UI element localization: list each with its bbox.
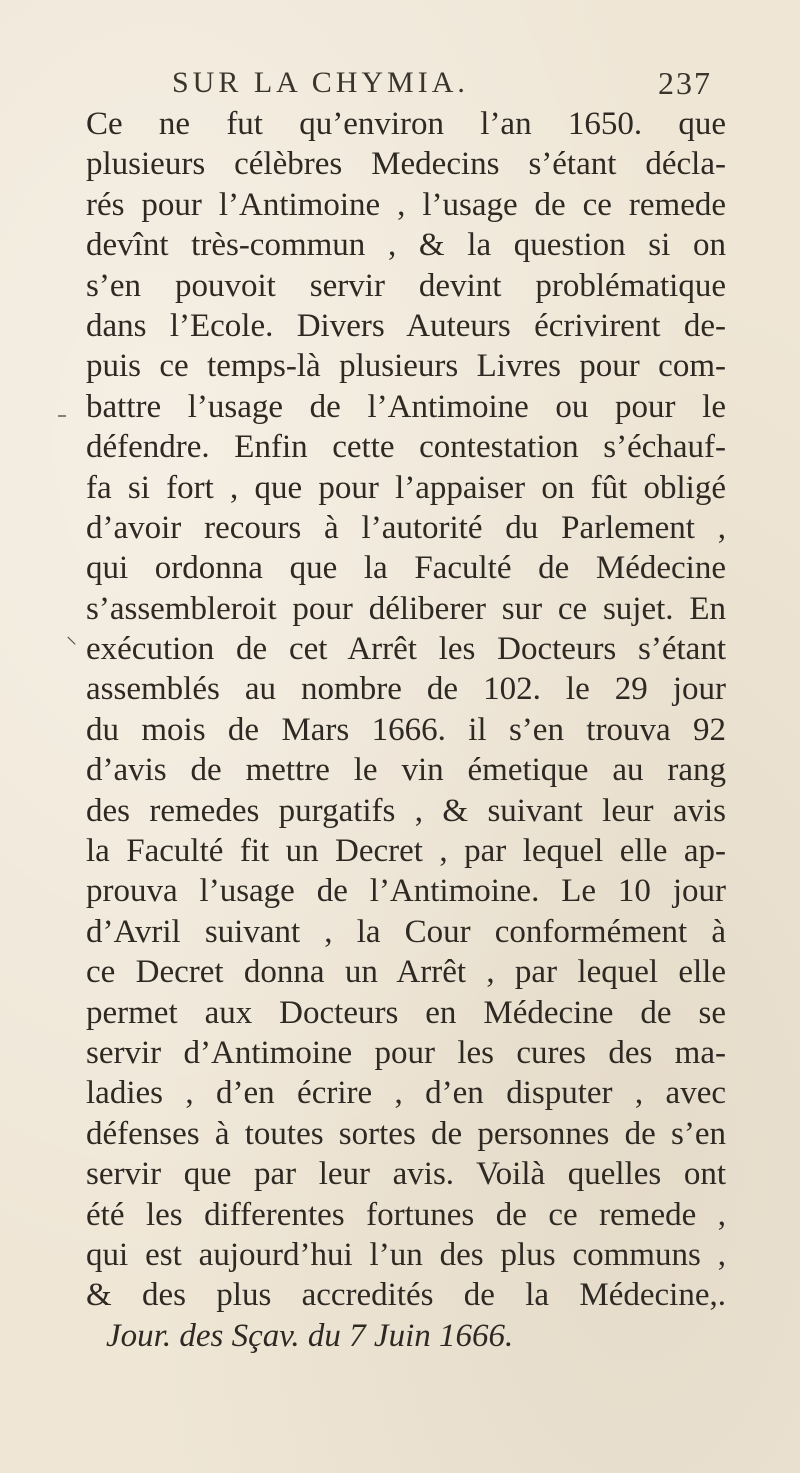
text-line: rés pour l’Antimoine , l’usage de ce remede <box>86 186 726 223</box>
text-line: permet aux Docteurs en Médecine de se <box>86 994 726 1031</box>
text-line: du mois de Mars 1666. il s’en trouva 92 <box>86 711 726 748</box>
text-line: exécution de cet Arrêt les Docteurs s’étant <box>86 631 726 668</box>
text-line: Ce ne fut qu’environ l’an 1650. que <box>86 106 726 142</box>
text-line: devînt très-commun , & la question si on <box>86 227 726 264</box>
text-line: assemblés au nombre de 102. le 29 jour <box>86 671 726 708</box>
text-line: d’avoir recours à l’autorité du Parlement , <box>86 509 726 546</box>
body-text <box>86 104 726 1356</box>
text-line: fa si fort , que pour l’appaiser on fût obligé <box>86 469 726 506</box>
text-line: s’en pouvoit servir devint problématique <box>86 267 726 304</box>
text-line: défendre. Enfin cette contestation s’échauf- <box>86 429 726 466</box>
text-line: servir que par leur avis. Voilà quelles ont <box>86 1156 726 1193</box>
text-line: puis ce temps-là plusieurs Livres pour com- <box>86 348 726 385</box>
text-line: d’Avril suivant , la Cour conformément à <box>86 913 726 950</box>
page-header <box>172 60 712 106</box>
text-line: défenses à toutes sortes de personnes de s’en <box>86 1115 726 1152</box>
text-line: servir d’Antimoine pour les cures des ma- <box>86 1034 726 1071</box>
text-line: la Faculté fit un Decret , par lequel elle ap- <box>86 833 726 870</box>
source-citation: Jour. des Sçav. du 7 Juin 1666. <box>106 1317 514 1354</box>
running-head: SUR LA CHYMIA. <box>172 66 469 99</box>
text-line: qui est aujourd’hui l’un des plus communs , <box>86 1236 726 1273</box>
text-line: ladies , d’en écrire , d’en disputer , avec <box>86 1075 726 1112</box>
text-line: s’assembleroit pour déliberer sur ce sujet. En <box>86 590 726 627</box>
text-line: plusieurs célèbres Medecins s’étant décla- <box>86 146 726 183</box>
text-line: été les differentes fortunes de ce remede , <box>86 1196 726 1233</box>
text-line: ce Decret donna un Arrêt , par lequel elle <box>86 954 726 991</box>
text-line: & des plus accredités de la Médecine,. <box>86 1277 726 1314</box>
text-line: battre l’usage de l’Antimoine ou pour le <box>86 388 726 425</box>
page-number: 237 <box>658 64 712 101</box>
margin-check-mark: ⸜ <box>66 624 78 649</box>
text-line: qui ordonna que la Faculté de Médecine <box>86 550 726 587</box>
margin-tick-mark <box>58 415 66 417</box>
text-line: dans l’Ecole. Divers Auteurs écrivirent de- <box>86 307 726 344</box>
text-line: prouva l’usage de l’Antimoine. Le 10 jour <box>86 873 726 910</box>
text-line: des remedes purgatifs , & suivant leur avis <box>86 792 726 829</box>
text-line: d’avis de mettre le vin émetique au rang <box>86 752 726 789</box>
